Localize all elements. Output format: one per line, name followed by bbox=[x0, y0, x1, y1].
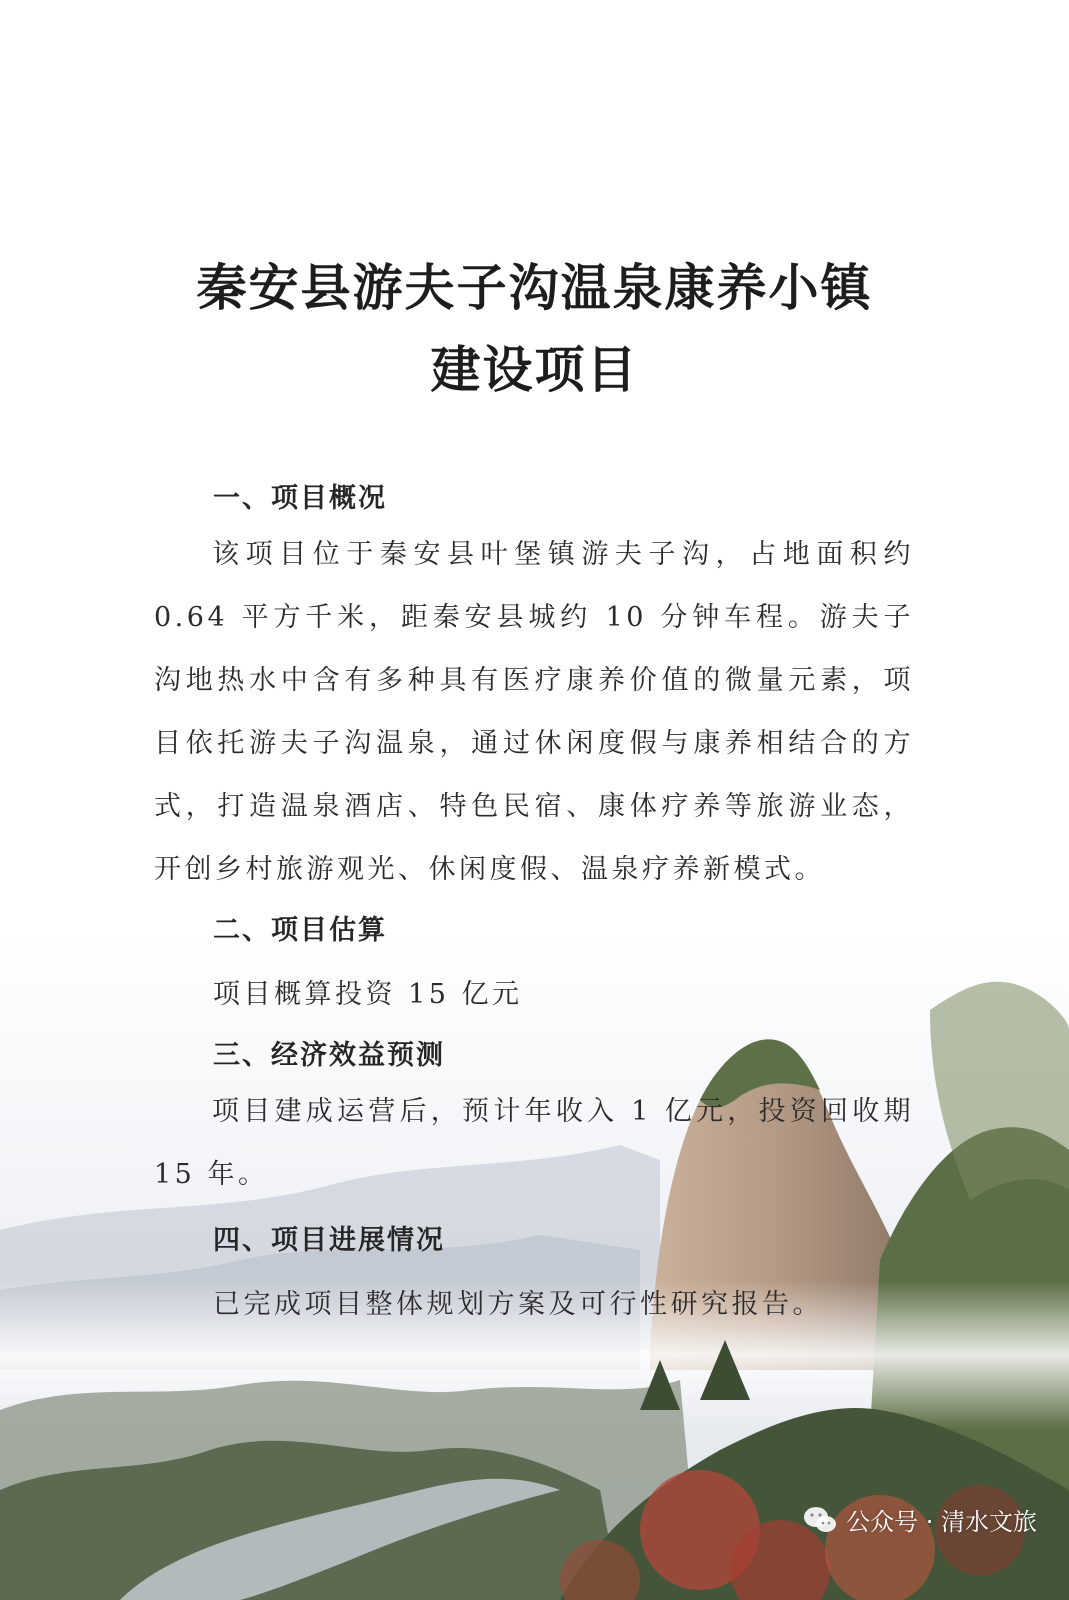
wechat-watermark bbox=[802, 1502, 1037, 1537]
section-heading-benefit: 三、经济效益预测 bbox=[213, 1040, 445, 1071]
watermark-text: 公众号 · 清水文旅 bbox=[846, 1508, 1037, 1536]
wechat-icon bbox=[802, 1505, 838, 1535]
section-heading-estimate: 二、项目估算 bbox=[213, 915, 387, 946]
section-body-overview: 该项目位于秦安县叶堡镇游夫子沟，占地面积约 0.64 平方千米，距秦安县城约 10 分钟车程。游夫子沟地热水中含有多种具有医疗康养价值的微量元素，项目依托游夫子沟温泉，通过休闲度假与康养相结合的方式，打造温泉酒店、特色民宿、康体疗养等旅游业态，开创乡村旅游观光、休闲度假、温泉疗养新模式。 bbox=[154, 539, 914, 885]
mountain-scenery-illustration bbox=[0, 930, 1069, 1600]
section-heading-overview: 一、项目概况 bbox=[213, 483, 387, 514]
section-body-progress: 已完成项目整体规划方案及可行性研究报告。 bbox=[213, 1289, 823, 1320]
section-body-estimate: 项目概算投资 15 亿元 bbox=[213, 979, 523, 1010]
section-heading-progress: 四、项目进展情况 bbox=[213, 1225, 445, 1256]
document-title-line2: 建设项目 bbox=[430, 340, 639, 399]
document-title-line1: 秦安县游夫子沟温泉康养小镇 bbox=[196, 258, 873, 317]
section-body-benefit: 项目建成运营后，预计年收入 1 亿元，投资回收期 15 年。 bbox=[154, 1096, 914, 1190]
